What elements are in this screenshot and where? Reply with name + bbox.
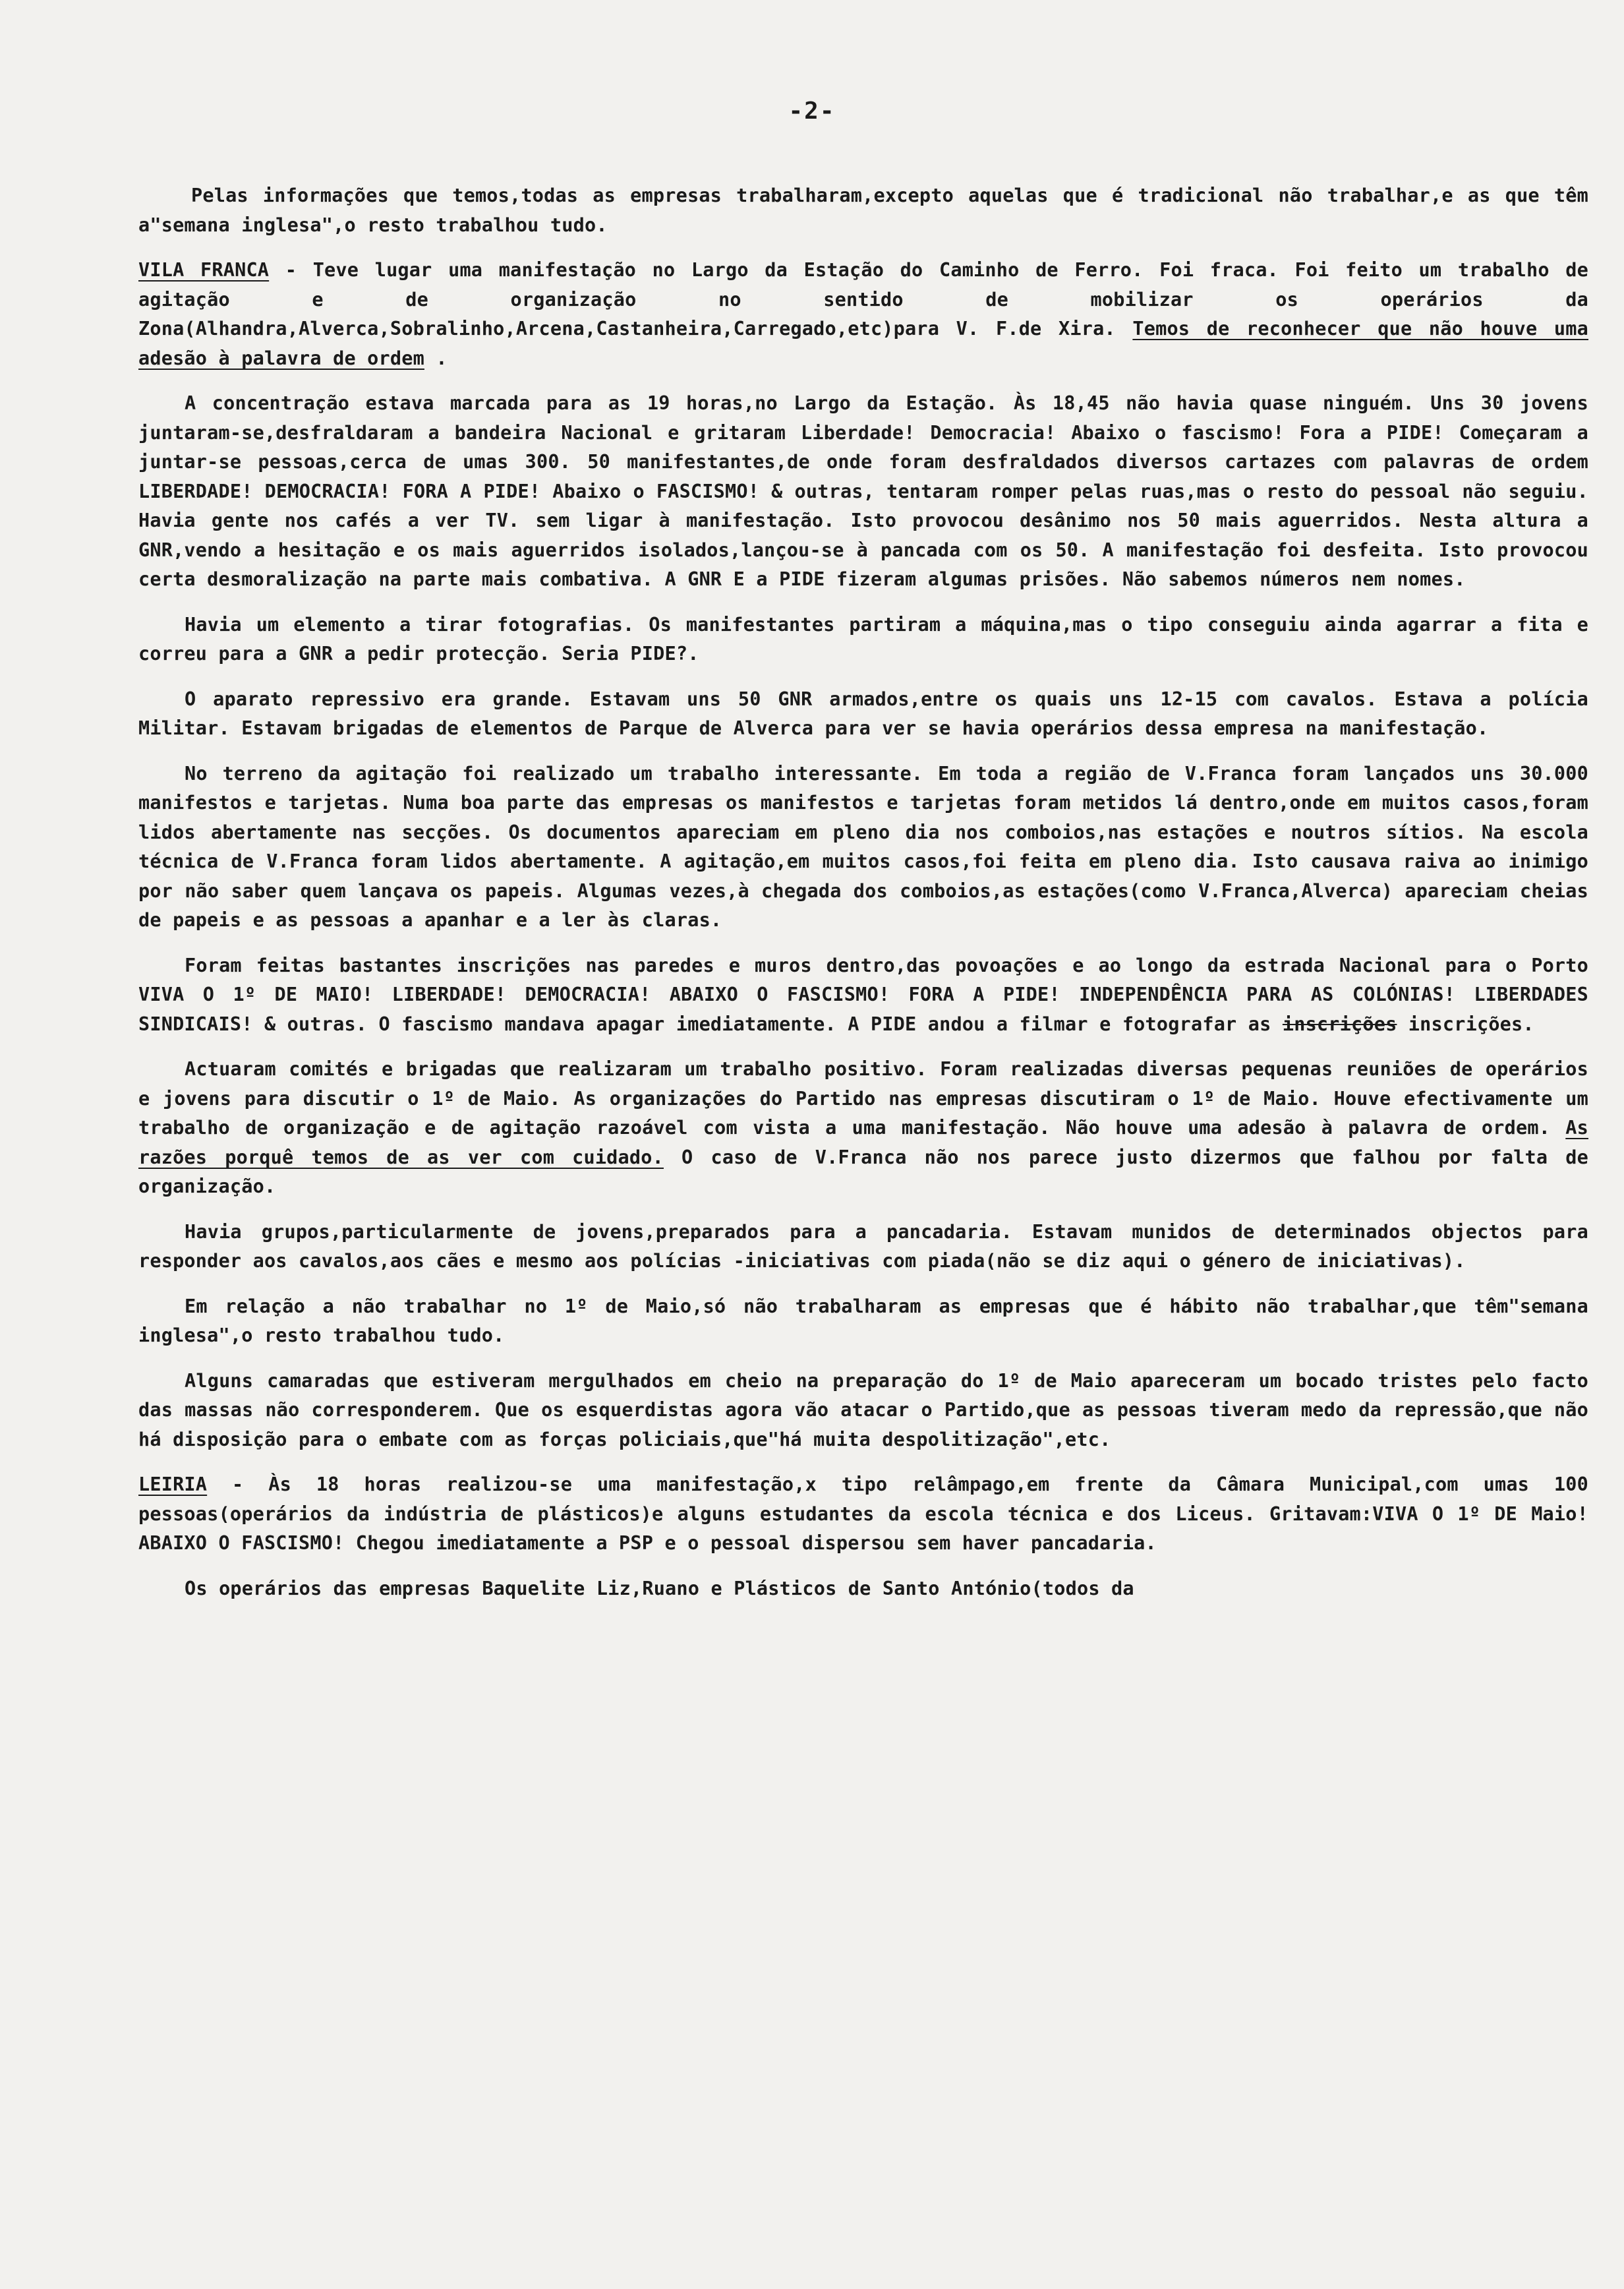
paragraph-fotografias xyxy=(138,610,1588,669)
paragraph-grupos xyxy=(138,1218,1588,1276)
paragraph-text: Pelas informações que temos,todas as empresas trabalharam,excepto aquelas que é tradicional não trabalhar,e as que têm a"semana inglesa",o resto trabalhou tudo. xyxy=(138,185,1588,236)
page-number: -2- xyxy=(788,98,836,125)
paragraph-text: Actuaram comités e brigadas que realizaram um trabalho positivo. Foram realizadas diversas pequenas reuniões de operários e jovens para discutir o 1º de Maio. As organizações do Partido nas empresas discutiram o 1º de Maio. Houve efectivamente um trabalho de organização e de agitação razoável com vista a uma manifestação. Não houve uma adesão à palavra de ordem. xyxy=(138,1058,1588,1139)
paragraph-text: Foram feitas bastantes inscrições nas paredes e muros dentro,das povoações e ao longo da estrada Nacional para o Porto VIVA O 1º DE MAIO! LIBERDADE! DEMOCRACIA! ABAIXO O FASCISMO! FORA A PIDE! INDEPENDÊNCIA PARA AS COLÓNIAS! LIBERDADES SINDICAIS! & outras. O fascismo mandava apagar imediatamente. A PIDE andou a filmar e fotografar as xyxy=(138,954,1588,1035)
paragraph-text: Havia um elemento a tirar fotografias. Os manifestantes partiram a máquina,mas o tipo conseguiu ainda agarrar a fita e correu para a GNR a pedir protecção. Seria PIDE?. xyxy=(138,613,1588,665)
paragraph-comites xyxy=(138,1055,1588,1202)
paragraph-aparato xyxy=(138,685,1588,744)
paragraph-camaradas xyxy=(138,1367,1588,1455)
paragraph-trabalho xyxy=(138,1292,1588,1351)
place-heading-leiria: LEIRIA xyxy=(138,1473,208,1495)
paragraph-agitacao xyxy=(138,759,1588,936)
paragraph-text: O aparato repressivo era grande. Estavam uns 50 GNR armados,entre os quais uns 12-15 com cavalos. Estava a polícia Militar. Estavam brigadas de elementos de Parque de Alverca para ver se havia operários dessa empresa na manifestação. xyxy=(138,688,1588,739)
paragraph-text: - Às 18 horas realizou-se uma manifestação,x tipo relâmpago,em frente da Câmara Municipal,com umas 100 pessoas(operários da indústria de plásticos)e alguns estudantes da escola técnica e dos Liceus. Gritavam:VIVA O 1º DE Maio! ABAIXO O FASCISMO! Chegou imediatamente a PSP e o pessoal dispersou sem haver pancadaria. xyxy=(138,1473,1588,1554)
paragraph-leiria xyxy=(138,1470,1588,1559)
struck-word: inscrições xyxy=(1282,1013,1397,1035)
paragraph-text: . xyxy=(424,347,448,369)
underlined-statement: Temos de reconhecer que não houve uma adesão à palavra de ordem xyxy=(138,318,1588,369)
paragraph-text: Havia grupos,particularmente de jovens,preparados para a pancadaria. Estavam munidos de determinados objectos para responder aos cavalos,aos cães e mesmo aos polícias -iniciativas com piada(não se diz aqui o género de iniciativas). xyxy=(138,1220,1588,1272)
paragraph-text: - Teve lugar uma manifestação no Largo da Estação do Caminho de Ferro. Foi fraca. Foi feito um trabalho de agitação e de organização no sentido de mobilizar os operários da Zona(Alhandra,Alverca,Sobralinho,Arcena,Castanheira,Carregado,etc)para V. F.de Xira. xyxy=(138,259,1588,340)
paragraph-text: inscrições. xyxy=(1397,1013,1534,1035)
paragraph-inscricoes xyxy=(138,951,1588,1040)
paragraph-text: O caso de V.Franca não nos parece justo dizermos que falhou por falta de organização. xyxy=(138,1146,1588,1197)
paragraph-intro xyxy=(138,181,1588,240)
paragraph-text: Em relação a não trabalhar no 1º de Maio,só não trabalharam as empresas que é hábito não trabalhar,que têm"semana inglesa",o resto trabalhou tudo. xyxy=(138,1295,1588,1346)
document-body xyxy=(138,181,1588,1619)
paragraph-text: No terreno da agitação foi realizado um trabalho interessante. Em toda a região de V.Franca foram lançados uns 30.000 manifestos e tarjetas. Numa boa parte das empresas os manifestos e tarjetas foram metidos lá dentro,onde em muitos casos,foram lidos abertamente nas secções. Os documentos apareciam em pleno dia nos comboios,nas estações e noutros sítios. Na escola técnica de V.Franca foram lidos abertamente. A agitação,em muitos casos,foi feita em pleno dia. Isto causava raiva ao inimigo por não saber quem lançava os papeis. Algumas vezes,à chegada dos comboios,as estações(como V.Franca,Alverca) apareciam cheias de papeis e as pessoas a apanhar e a ler às claras. xyxy=(138,762,1588,931)
underlined-statement: As razões porquê temos de as ver com cuidado. xyxy=(138,1117,1588,1168)
paragraph-text: Os operários das empresas Baquelite Liz,Ruano e Plásticos de Santo António(todos da xyxy=(185,1577,1134,1599)
paragraph-text: A concentração estava marcada para as 19 horas,no Largo da Estação. Às 18,45 não havia quase ninguém. Uns 30 jovens juntaram-se,desfraldaram a bandeira Nacional e gritaram Liberdade! Democracia! Abaixo o fascismo! Fora a PIDE! Começaram a juntar-se pessoas,cerca de umas 300. 50 manifestantes,de onde foram desfraldados diversos cartazes com palavras de ordem LIBERDADE! DEMOCRACIA! FORA A PIDE! Abaixo o FASCISMO! & outras, tentaram romper pelas ruas,mas o resto do pessoal não seguiu. Havia gente nos cafés a ver TV. sem ligar à manifestação. Isto provocou desânimo nos 50 mais aguerridos. Nesta altura a GNR,vendo a hesitação e os mais aguerridos isolados,lançou-se à pancada com os 50. A manifestação foi desfeita. Isto provocou certa desmoralização na parte mais combativa. A GNR E a PIDE fizeram algumas prisões. Não sabemos números nem nomes. xyxy=(138,392,1588,590)
paragraph-operarios xyxy=(138,1574,1588,1604)
paragraph-concentracao xyxy=(138,389,1588,595)
place-heading-vila-franca: VILA FRANCA xyxy=(138,259,270,281)
paragraph-text: Alguns camaradas que estiveram mergulhados em cheio na preparação do 1º de Maio apareceram um bocado tristes pelo facto das massas não corresponderem. Que os esquerdistas agora vão atacar o Partido,que as pessoas tiveram medo da repressão,que não há disposição para o embate com as forças policiais,que"há muita despolitização",etc. xyxy=(138,1369,1588,1450)
paragraph-vila-franca xyxy=(138,256,1588,373)
